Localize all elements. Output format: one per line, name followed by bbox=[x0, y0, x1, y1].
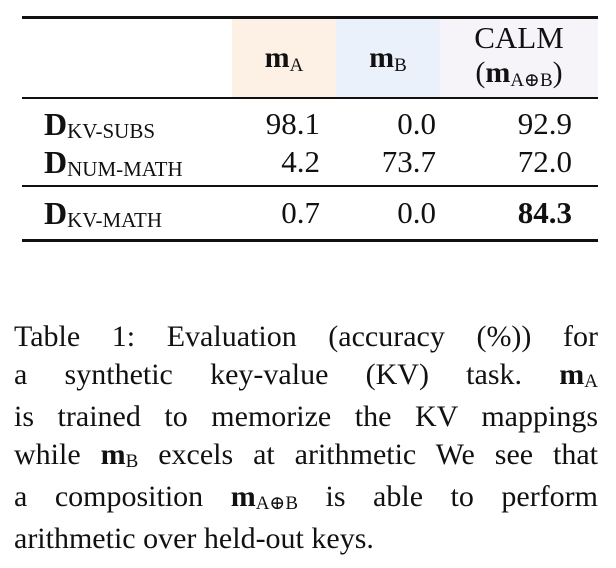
caption-line: arithmetic over held-out keys. bbox=[14, 522, 374, 555]
table-row bbox=[22, 194, 598, 232]
cell-mb: 0.0 bbox=[397, 195, 436, 230]
table-header-row bbox=[22, 19, 598, 97]
table-row bbox=[22, 143, 598, 181]
cell-mb: 0.0 bbox=[397, 106, 436, 141]
caption-line: Table 1: Evaluation (accuracy (%)) for bbox=[14, 320, 598, 353]
row-label: $D_{KV-MATH}$ bbox=[44, 194, 163, 232]
table-body-group-1 bbox=[22, 99, 598, 185]
header-mb-var: m bbox=[369, 41, 395, 74]
table-row bbox=[22, 105, 598, 143]
header-col-ma bbox=[232, 19, 336, 97]
header-ma-var: m bbox=[264, 41, 290, 74]
header-calm-sub: A⊕B bbox=[510, 70, 553, 91]
caption-line: a synthetic key-value (KV) task. $m_A$ bbox=[14, 358, 598, 392]
header-col-calm bbox=[440, 19, 598, 97]
header-calm-open: ( bbox=[475, 56, 486, 89]
cell-ma: 0.7 bbox=[281, 195, 320, 230]
header-col-mb bbox=[336, 19, 440, 97]
table-body-group-2 bbox=[22, 187, 598, 239]
header-calm-title: CALM bbox=[474, 20, 564, 55]
results-table bbox=[22, 16, 598, 242]
header-calm-var: m bbox=[485, 56, 511, 89]
header-ma-sub: A bbox=[289, 55, 304, 76]
cell-ma: 4.2 bbox=[281, 144, 320, 179]
table-bottom-rule bbox=[22, 239, 598, 242]
table-caption bbox=[14, 318, 598, 558]
cell-ma: 98.1 bbox=[265, 106, 320, 141]
header-calm-close: ) bbox=[552, 56, 563, 89]
row-label: $D_{NUM-MATH}$ bbox=[44, 143, 183, 181]
cell-calm: 92.9 bbox=[517, 106, 572, 141]
header-mb-sub: B bbox=[394, 55, 407, 76]
cell-calm: 72.0 bbox=[517, 144, 572, 179]
row-label: $D_{KV-SUBS}$ bbox=[44, 105, 156, 143]
cell-calm-best: 84.3 bbox=[517, 195, 572, 230]
cell-mb: 73.7 bbox=[381, 144, 436, 179]
caption-line: is trained to memorize the KV mappings bbox=[14, 400, 598, 433]
caption-line: while $m_B$ excels at arithmetic We see that bbox=[14, 438, 598, 472]
caption-line: a composition $m_{A\oplus B}$ is able to perform bbox=[14, 480, 599, 514]
